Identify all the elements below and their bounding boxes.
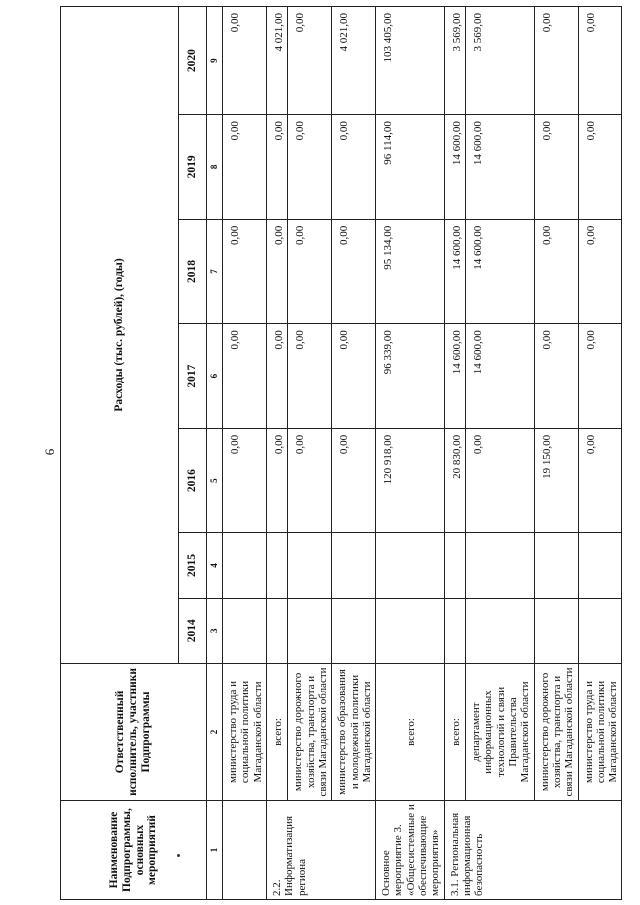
- value-cell: [266, 533, 287, 598]
- table-row: [288, 7, 332, 900]
- value-cell: 4 021,00: [266, 7, 287, 115]
- value-cell: 0,00: [332, 219, 376, 324]
- value-cell: 0,00: [288, 219, 332, 324]
- value-cell: 0,00: [332, 428, 376, 533]
- value-cell: 0,00: [534, 7, 578, 115]
- column-number: 2: [207, 663, 223, 800]
- table-row: [332, 7, 376, 900]
- value-cell: 120 918,00: [376, 428, 445, 533]
- value-cell: 0,00: [288, 324, 332, 429]
- value-cell: 0,00: [466, 428, 535, 533]
- row-name: 2.2. Информатизация региона: [266, 801, 375, 900]
- value-cell: 0,00: [578, 7, 622, 115]
- column-number: 3: [207, 598, 223, 663]
- value-cell: [466, 598, 535, 663]
- row-executor: министерство труда и социальной политики Магаданской области: [578, 663, 622, 800]
- row-name: [223, 801, 267, 900]
- value-cell: 0,00: [266, 428, 287, 533]
- column-number: 7: [207, 219, 223, 324]
- value-cell: 95 134,00: [376, 219, 445, 324]
- row-name: Основное мероприятие 3. «Общесистемные и обеспечивающие мероприятия»: [376, 801, 445, 900]
- column-number: 6: [207, 324, 223, 429]
- row-executor: департамент информационных технологий и связи Правительства Магаданской области: [466, 663, 535, 800]
- value-cell: 0,00: [288, 115, 332, 220]
- table-row: [223, 7, 267, 900]
- value-cell: 0,00: [578, 324, 622, 429]
- value-cell: 14 600,00: [444, 115, 465, 220]
- value-cell: 0,00: [578, 219, 622, 324]
- value-cell: 0,00: [223, 7, 267, 115]
- column-number: 8: [207, 115, 223, 220]
- header-year: 2014: [179, 598, 207, 663]
- header-year: 2015: [179, 533, 207, 598]
- value-cell: 4 021,00: [332, 7, 376, 115]
- value-cell: 14 600,00: [466, 324, 535, 429]
- header-year: 2016: [179, 428, 207, 533]
- value-cell: [288, 598, 332, 663]
- row-executor: министерство дорожного хозяйства, транспорта и связи Магаданской области: [534, 663, 578, 800]
- value-cell: 96 339,00: [376, 324, 445, 429]
- column-number: 4: [207, 533, 223, 598]
- value-cell: 0,00: [223, 324, 267, 429]
- table-row: [466, 7, 535, 900]
- value-cell: [376, 598, 445, 663]
- header-year: 2017: [179, 324, 207, 429]
- value-cell: [223, 598, 267, 663]
- value-cell: 3 569,00: [444, 7, 465, 115]
- value-cell: 14 600,00: [444, 219, 465, 324]
- column-number: 5: [207, 428, 223, 533]
- value-cell: 0,00: [223, 115, 267, 220]
- value-cell: [223, 533, 267, 598]
- table-row: [266, 7, 287, 900]
- value-cell: 0,00: [223, 428, 267, 533]
- table-row: [376, 7, 445, 900]
- value-cell: 0,00: [534, 219, 578, 324]
- value-cell: 0,00: [288, 7, 332, 115]
- value-cell: 3 569,00: [466, 7, 535, 115]
- value-cell: [444, 598, 465, 663]
- value-cell: [578, 598, 622, 663]
- value-cell: [534, 533, 578, 598]
- header-name: Наименование Подпрограммы, основных мероприятий: [61, 801, 207, 900]
- value-cell: 0,00: [534, 324, 578, 429]
- row-name: 3.1. Региональная информационная безопасность: [444, 801, 622, 900]
- value-cell: [444, 533, 465, 598]
- value-cell: 19 150,00: [534, 428, 578, 533]
- value-cell: 0,00: [534, 115, 578, 220]
- header-year: 2019: [179, 115, 207, 220]
- value-cell: 96 114,00: [376, 115, 445, 220]
- column-number: 1: [207, 801, 223, 900]
- value-cell: 0,00: [578, 428, 622, 533]
- row-executor: всего:: [266, 663, 287, 800]
- row-executor: министерство труда и социальной политики Магаданской области: [223, 663, 267, 800]
- rotated-table-container: [60, 6, 619, 900]
- value-cell: 0,00: [288, 428, 332, 533]
- header-year: 2020: [179, 7, 207, 115]
- header-executor: Ответственный исполнитель, участники Подпрограммы: [61, 663, 207, 800]
- page-number: 6: [42, 448, 57, 456]
- value-cell: 0,00: [223, 219, 267, 324]
- value-cell: 14 600,00: [466, 219, 535, 324]
- value-cell: 0,00: [266, 115, 287, 220]
- row-executor: всего:: [376, 663, 445, 800]
- row-executor: всего:: [444, 663, 465, 800]
- header-costs: Расходы (тыс. рублей), (годы): [61, 7, 179, 664]
- row-executor: министерство дорожного хозяйства, транспорта и связи Магаданской области: [288, 663, 332, 800]
- value-cell: 0,00: [266, 324, 287, 429]
- value-cell: 103 405,00: [376, 7, 445, 115]
- value-cell: [332, 598, 376, 663]
- table-row: [534, 7, 578, 900]
- value-cell: 14 600,00: [444, 324, 465, 429]
- value-cell: 0,00: [332, 324, 376, 429]
- value-cell: [534, 598, 578, 663]
- value-cell: [288, 533, 332, 598]
- value-cell: 14 600,00: [466, 115, 535, 220]
- value-cell: [578, 533, 622, 598]
- value-cell: 0,00: [578, 115, 622, 220]
- table-row: [444, 7, 465, 900]
- row-executor: министерство образования и молодежной политики Магаданской области: [332, 663, 376, 800]
- expenses-table: [60, 6, 622, 900]
- column-number: 9: [207, 7, 223, 115]
- value-cell: 20 830,00: [444, 428, 465, 533]
- value-cell: [266, 598, 287, 663]
- value-cell: [376, 533, 445, 598]
- header-year: 2018: [179, 219, 207, 324]
- value-cell: [466, 533, 535, 598]
- table-row: [578, 7, 622, 900]
- value-cell: [332, 533, 376, 598]
- value-cell: 0,00: [266, 219, 287, 324]
- value-cell: 0,00: [332, 115, 376, 220]
